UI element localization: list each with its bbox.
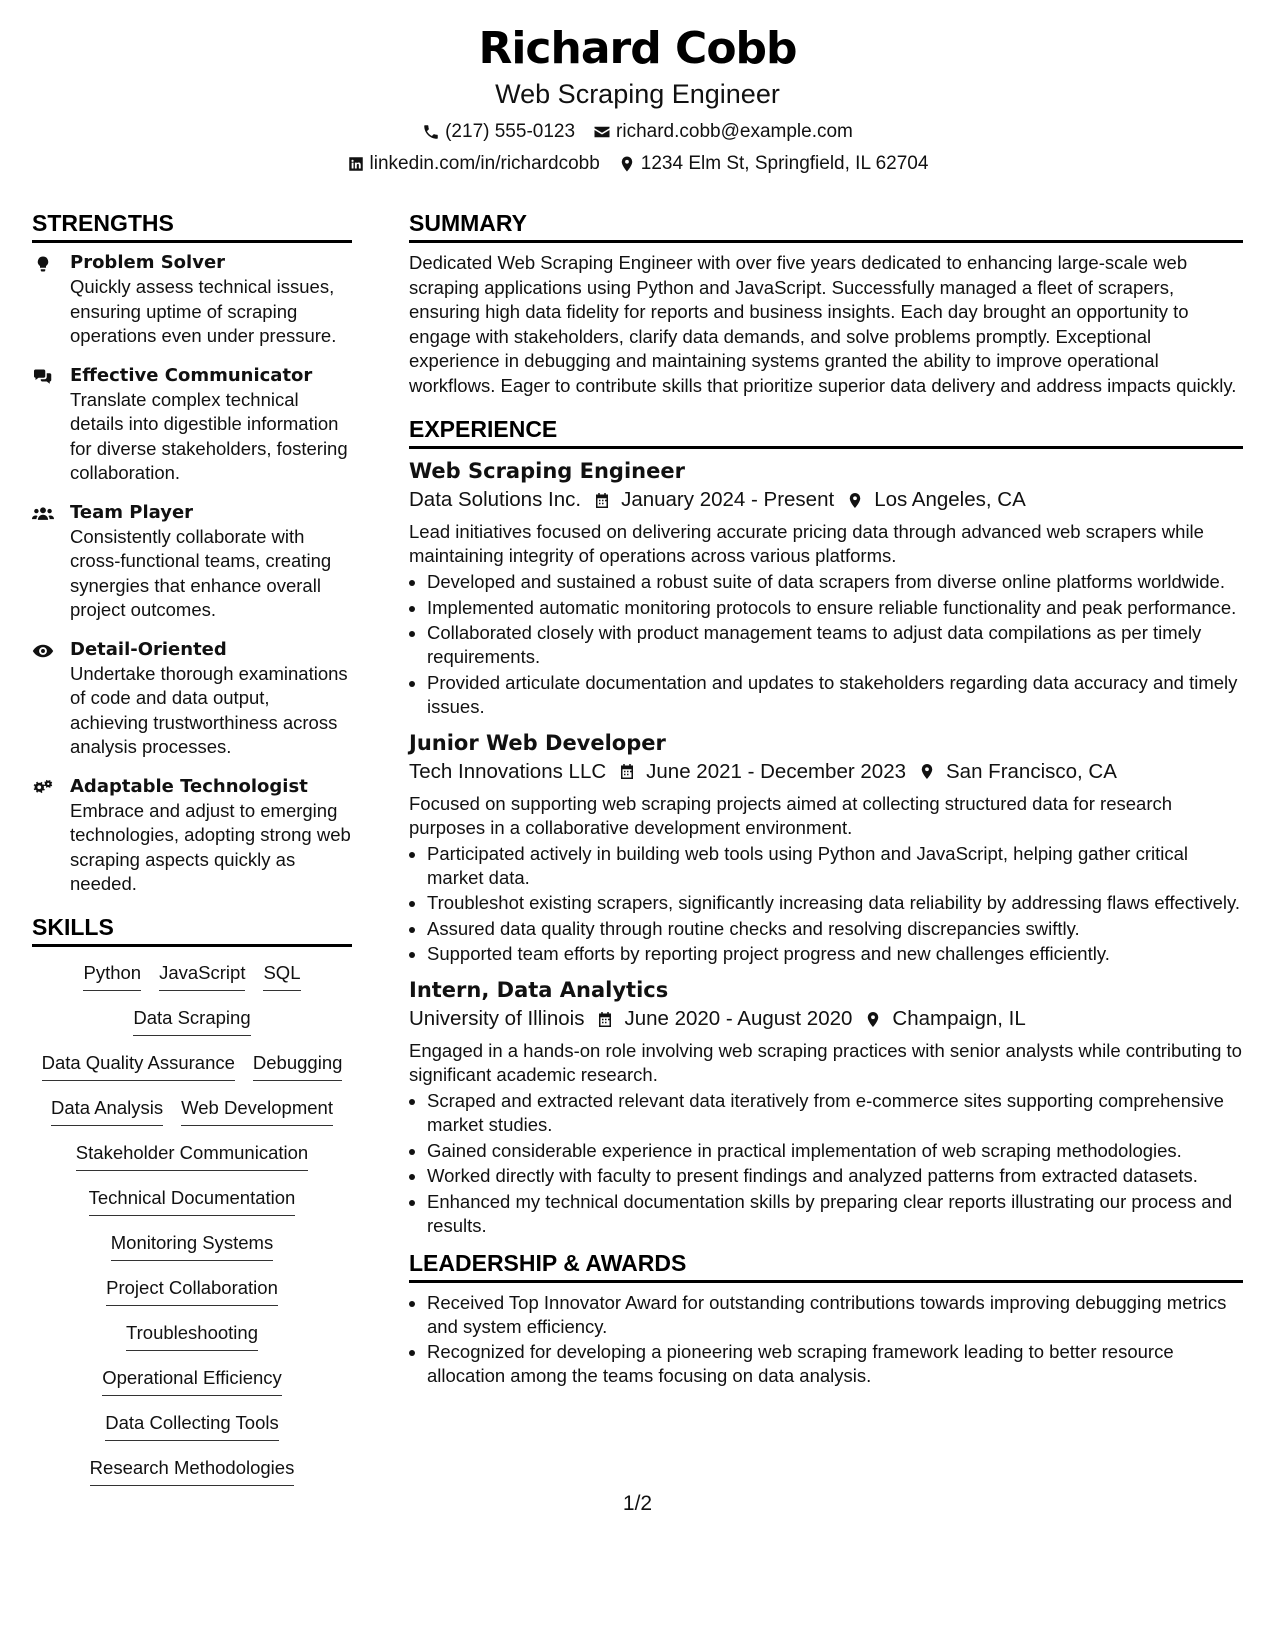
job-bullets xyxy=(409,842,1243,967)
contact-address xyxy=(618,152,929,176)
job-location xyxy=(846,485,1026,515)
job-description: Focused on supporting web scraping projects aimed at collecting structured data for research purposes in a collaborative development environment. xyxy=(409,792,1173,838)
skill-tag: Technical Documentation xyxy=(89,1186,296,1216)
linkedin-text: linkedin.com/in/richardcobb xyxy=(369,153,600,174)
job-dates xyxy=(593,485,834,515)
job-description: Lead initiatives focused on delivering accurate pricing data through advanced web scrapers while maintaining integrity of operations across various platforms. xyxy=(409,521,1204,566)
summary-heading: SUMMARY xyxy=(409,208,1243,243)
skills-heading: SKILLS xyxy=(32,912,352,947)
job-location-text: Los Angeles, CA xyxy=(874,488,1026,511)
gears-icon xyxy=(32,779,54,797)
job-bullet: • Enhanced my technical documentation skills by preparing clear reports illustrating our process and results. xyxy=(427,1190,1243,1238)
job-dates-text: June 2020 - August 2020 xyxy=(624,1007,853,1030)
map-marker-icon xyxy=(846,491,864,510)
strength-item xyxy=(32,638,352,760)
job-entry xyxy=(409,729,1243,967)
job-company: Data Solutions Inc. xyxy=(409,488,582,511)
job-location xyxy=(918,757,1117,787)
job-bullet: • Assured data quality through routine checks and resolving discrepancies swiftly. xyxy=(427,917,1243,941)
calendar-icon xyxy=(596,1010,614,1029)
job-company: University of Illinois xyxy=(409,1007,585,1030)
skill-row xyxy=(32,1096,352,1141)
strength-title: Problem Solver xyxy=(70,252,226,273)
strength-desc: Undertake thorough examinations of code and data output, achieving trustworthiness across analysis processes. xyxy=(70,662,348,757)
job-bullet: • Troubleshot existing scrapers, significantly increasing data reliability by addressing flaws effectively. xyxy=(427,891,1243,915)
candidate-headline: Web Scraping Engineer xyxy=(495,79,780,109)
strength-desc: Quickly assess technical issues, ensuring uptime of scraping operations even under pressure. xyxy=(70,276,337,346)
skill-tag: Web Development xyxy=(181,1096,333,1126)
skill-tag: Debugging xyxy=(253,1051,343,1081)
skills-list xyxy=(32,955,352,1501)
skill-tag: Stakeholder Communication xyxy=(76,1141,308,1171)
job-bullet: • Gained considerable experience in practical implementation of web scraping methodologies. xyxy=(427,1139,1243,1163)
resume-header xyxy=(0,22,1275,176)
strength-desc: Consistently collaborate with cross-functional teams, creating synergies that enhance overall project outcomes. xyxy=(70,525,332,620)
experience-list xyxy=(409,457,1243,1238)
leadership-list xyxy=(409,1291,1243,1389)
job-description: Engaged in a hands-on role involving web scraping practices with senior analysts while contributing to significant academic research. xyxy=(409,1040,1242,1085)
strength-item xyxy=(32,775,352,897)
skill-tag: Project Collaboration xyxy=(106,1276,278,1306)
job-dates-text: June 2021 - December 2023 xyxy=(646,759,906,783)
job-bullet: • Provided articulate documentation and updates to stakeholders regarding data accuracy and timely issues. xyxy=(427,671,1243,719)
linkedin-icon xyxy=(347,155,365,173)
skill-row xyxy=(32,1141,352,1186)
phone-text: (217) 555-0123 xyxy=(445,121,576,142)
skill-row xyxy=(32,1366,352,1411)
contact-email[interactable] xyxy=(593,120,853,144)
job-title: Web Scraping Engineer xyxy=(409,459,685,483)
left-column xyxy=(32,208,352,1501)
job-meta xyxy=(409,1004,1243,1034)
calendar-icon xyxy=(593,491,611,510)
strength-title: Detail-Oriented xyxy=(70,638,227,660)
skill-row xyxy=(32,1411,352,1456)
strength-desc: Translate complex technical details into digestible information for diverse stakeholders, fostering collaboration. xyxy=(70,388,348,483)
job-company: Tech Innovations LLC xyxy=(409,759,607,783)
job-location-text: San Francisco, CA xyxy=(946,759,1117,783)
job-location xyxy=(864,1004,1025,1034)
comments-icon xyxy=(32,368,54,386)
skill-tag: Data Scraping xyxy=(133,1006,250,1036)
contact-linkedin[interactable] xyxy=(347,152,600,176)
envelope-icon xyxy=(593,123,611,141)
contact-row-1 xyxy=(0,120,1275,144)
job-meta xyxy=(409,757,1243,787)
leadership-bullet: • Received Top Innovator Award for outstanding contributions towards improving debugging metrics and system efficiency. xyxy=(427,1291,1243,1339)
job-bullet: • Collaborated closely with product management teams to adjust data compilations as per timely requirements. xyxy=(427,621,1243,669)
skill-row xyxy=(32,1186,352,1231)
job-title: Junior Web Developer xyxy=(409,730,666,755)
address-text: 1234 Elm St, Springfield, IL 62704 xyxy=(640,153,929,174)
job-bullet: • Supported team efforts by reporting project progress and new challenges efficiently. xyxy=(427,942,1243,966)
skill-tag: Operational Efficiency xyxy=(102,1366,282,1396)
skill-tag: Data Analysis xyxy=(51,1096,163,1126)
contact-row-2 xyxy=(0,152,1275,176)
skill-tag: JavaScript xyxy=(159,961,245,991)
skill-tag: Data Quality Assurance xyxy=(42,1051,235,1081)
skill-row xyxy=(32,1321,352,1366)
contact-phone[interactable] xyxy=(422,120,575,144)
job-location-text: Champaign, IL xyxy=(892,1007,1026,1030)
job-bullet: • Participated actively in building web tools using Python and JavaScript, helping gather critical market data. xyxy=(427,842,1243,890)
strength-title: Adaptable Technologist xyxy=(70,775,308,797)
job-entry xyxy=(409,457,1243,719)
job-bullet: • Implemented automatic monitoring protocols to ensure reliable functionality and peak performance. xyxy=(427,596,1243,620)
skill-tag: Data Collecting Tools xyxy=(105,1411,278,1441)
job-bullets xyxy=(409,1089,1243,1238)
strength-item xyxy=(32,501,352,623)
job-bullet: • Worked directly with faculty to present findings and analyzed patterns from extracted datasets. xyxy=(427,1164,1243,1188)
experience-heading: EXPERIENCE xyxy=(409,414,1243,449)
strength-title: Effective Communicator xyxy=(70,364,313,386)
job-bullet: • Scraped and extracted relevant data iteratively from e-commerce sites supporting comprehensive market studies. xyxy=(427,1089,1243,1137)
candidate-name: Richard Cobb xyxy=(478,23,797,74)
job-dates xyxy=(618,757,906,787)
leadership-heading: LEADERSHIP & AWARDS xyxy=(409,1248,1243,1283)
job-bullet: • Developed and sustained a robust suite of data scrapers from diverse online platforms worldwide. xyxy=(427,570,1243,594)
leadership-bullet: • Recognized for developing a pioneering web scraping framework leading to better resource allocation among the teams focusing on data analysis. xyxy=(427,1340,1243,1388)
strength-item xyxy=(32,251,352,349)
strength-title: Team Player xyxy=(70,501,194,523)
skill-tag: SQL xyxy=(263,961,300,991)
lightbulb-icon xyxy=(32,255,54,273)
strengths-heading: STRENGTHS xyxy=(32,208,352,243)
skill-tag: Python xyxy=(83,961,141,991)
job-meta xyxy=(409,485,1243,515)
strength-item xyxy=(32,364,352,486)
skill-tag: Research Methodologies xyxy=(90,1456,295,1486)
map-marker-icon xyxy=(918,762,936,781)
right-column xyxy=(409,208,1243,1390)
map-marker-icon xyxy=(618,155,636,173)
summary-text: Dedicated Web Scraping Engineer with over five years dedicated to enhancing large-scale web scraping applications using Python and JavaScript. Successfully managed a fleet of scrapers, ensuring high data fidelity for reports and business insights. Each day brought an opportunity to engage with stakeholders, clarify data demands, and solve problems promptly. Exceptional experience in debugging and maintaining systems granted the ability to improve operational workflows. Eager to contribute skills that prioritize superior data delivery and address impacts quickly. xyxy=(409,252,1237,396)
map-marker-icon xyxy=(864,1010,882,1029)
users-icon xyxy=(32,505,54,523)
job-title: Intern, Data Analytics xyxy=(409,978,669,1002)
email-text: richard.cobb@example.com xyxy=(616,121,853,142)
job-dates xyxy=(596,1004,852,1034)
job-bullets xyxy=(409,570,1243,719)
page-number: 1/2 xyxy=(622,1492,653,1515)
phone-icon xyxy=(422,123,440,141)
skill-row xyxy=(32,961,352,1006)
job-entry xyxy=(409,976,1243,1238)
skill-row xyxy=(32,1051,352,1096)
strength-desc: Embrace and adjust to emerging technologies, adopting strong web scraping aspects quickly as needed. xyxy=(70,799,351,894)
skill-row xyxy=(32,1006,352,1051)
skill-row xyxy=(32,1231,352,1276)
skill-tag: Monitoring Systems xyxy=(111,1231,273,1261)
eye-icon xyxy=(32,642,54,660)
job-dates-text: January 2024 - Present xyxy=(621,488,835,511)
calendar-icon xyxy=(618,762,636,781)
skill-row xyxy=(32,1276,352,1321)
skill-tag: Troubleshooting xyxy=(126,1321,258,1351)
